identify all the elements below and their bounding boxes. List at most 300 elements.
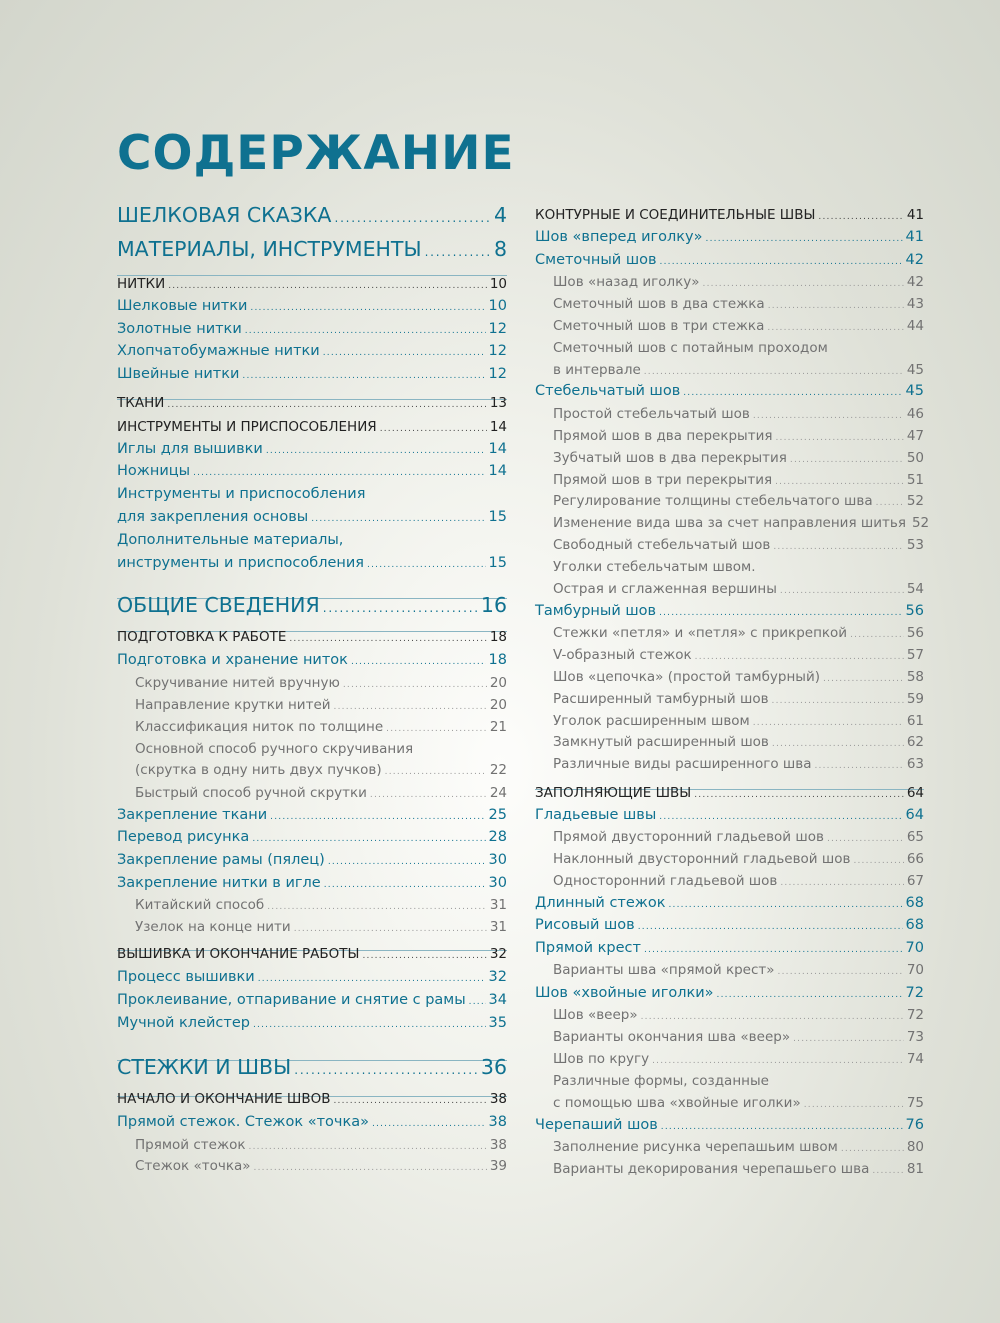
page-number: 39: [489, 1158, 507, 1174]
dot-leader: [652, 1056, 904, 1066]
toc-entry-title-line1[interactable]: Основной способ ручного скручивания: [135, 741, 414, 757]
toc-entry[interactable]: [117, 321, 507, 337]
toc-entry[interactable]: [535, 229, 924, 245]
dot-leader: [294, 1063, 478, 1077]
toc-entry[interactable]: [117, 203, 507, 227]
toc-entry-title: ШЕЛКОВАЯ СКАЗКА: [117, 203, 332, 227]
toc-entry[interactable]: [117, 237, 507, 261]
dot-leader: [638, 922, 903, 932]
page-number: 15: [488, 509, 507, 525]
toc-entry-title: Классификация ниток по толщине: [135, 719, 384, 735]
toc-entry[interactable]: [135, 919, 507, 935]
dot-leader: [324, 880, 486, 890]
dot-leader: [793, 1034, 904, 1044]
page-number: 73: [906, 1029, 924, 1045]
dot-leader: [253, 1020, 486, 1030]
dot-leader: [717, 990, 903, 1000]
toc-entry-title: Длинный стежок: [535, 895, 666, 911]
dot-leader: [328, 857, 486, 867]
dot-leader: [323, 348, 486, 358]
toc-entry-title: Хлопчатобумажные нитки: [117, 343, 320, 359]
toc-entry[interactable]: [553, 962, 924, 978]
dot-leader: [267, 902, 487, 912]
dot-leader: [343, 680, 487, 690]
page-number: 14: [488, 463, 507, 479]
dot-leader: [753, 718, 904, 728]
toc-entry[interactable]: [117, 593, 507, 617]
dot-leader: [876, 498, 904, 508]
toc-entry-title: Острая и сглаженная вершины: [553, 581, 777, 597]
dot-leader: [380, 424, 487, 434]
dot-leader: [780, 586, 904, 596]
dot-leader: [168, 281, 487, 291]
dot-leader: [753, 411, 904, 421]
page-number: 35: [488, 1015, 507, 1031]
toc-entry[interactable]: [553, 734, 924, 750]
toc-entry[interactable]: [117, 419, 507, 435]
toc-entry-title: ОБЩИЕ СВЕДЕНИЯ: [117, 593, 320, 617]
page-number: 36: [480, 1055, 507, 1079]
page-number: 54: [906, 581, 924, 597]
toc-entry[interactable]: [553, 647, 924, 663]
page-number: 18: [488, 652, 507, 668]
toc-entry[interactable]: [135, 1137, 507, 1153]
dot-leader: [385, 767, 487, 777]
toc-entry[interactable]: [117, 463, 507, 479]
page-number: 66: [906, 851, 924, 867]
toc-entry-title: Заполнение рисунка черепашьим швом: [553, 1139, 838, 1155]
toc-entry-title: Варианты декорирования черепашьего шва: [553, 1161, 870, 1177]
dot-leader: [334, 211, 491, 225]
toc-entry[interactable]: [117, 395, 507, 411]
page-number: 16: [480, 593, 507, 617]
page-number: 68: [905, 917, 924, 933]
page-number: 14: [489, 419, 507, 435]
page-number: 51: [906, 472, 924, 488]
page-number: 20: [489, 675, 507, 691]
toc-entry[interactable]: [553, 1095, 924, 1111]
dot-leader: [644, 367, 904, 377]
toc-entry[interactable]: [553, 274, 924, 290]
dot-leader: [772, 739, 904, 749]
page-number: 59: [906, 691, 924, 707]
toc-entry-title: Варианты окончания шва «веер»: [553, 1029, 791, 1045]
page-number: 56: [905, 603, 924, 619]
page-number: 31: [489, 919, 507, 935]
toc-entry-title: Перевод рисунка: [117, 829, 250, 845]
dot-leader: [683, 388, 902, 398]
page-number: 25: [488, 807, 507, 823]
dot-leader: [641, 1012, 904, 1022]
toc-entry[interactable]: [117, 366, 507, 382]
dot-leader: [644, 945, 903, 955]
toc-entry-title: Шов «вперед иголку»: [535, 229, 703, 245]
toc-entry-title: Варианты шва «прямой крест»: [553, 962, 775, 978]
page-number: 65: [906, 829, 924, 845]
toc-entry[interactable]: [117, 298, 507, 314]
toc-entry-title: Изменение вида шва за счет направления шитья: [553, 515, 906, 531]
toc-entry-title: Золотные нитки: [117, 321, 242, 337]
toc-entry[interactable]: [553, 669, 924, 685]
toc-entry-title: Быстрый способ ручной скрутки: [135, 785, 367, 801]
toc-entry-title: Шов «веер»: [553, 1007, 638, 1023]
toc-entry[interactable]: [535, 940, 924, 956]
toc-entry-title-line1[interactable]: Инструменты и приспособления: [117, 486, 366, 502]
toc-entry-title: МАТЕРИАЛЫ, ИНСТРУМЕНТЫ: [117, 237, 422, 261]
toc-entry-title: НИТКИ: [117, 276, 166, 292]
page-number: 13: [489, 395, 507, 411]
toc-entry-title: Зубчатый шов в два перекрытия: [553, 450, 787, 466]
page-number: 62: [906, 734, 924, 750]
page-number: 44: [906, 318, 924, 334]
toc-entry-title: Закрепление рамы (пялец): [117, 852, 325, 868]
toc-entry[interactable]: [553, 756, 924, 772]
page-number: 41: [905, 229, 924, 245]
page-number: 34: [488, 992, 507, 1008]
toc-entry-title-line1[interactable]: Различные формы, созданные: [553, 1073, 769, 1089]
page-number: 14: [488, 441, 507, 457]
toc-entry-title: СТЕЖКИ И ШВЫ: [117, 1055, 292, 1079]
toc-entry[interactable]: [117, 1015, 507, 1031]
toc-entry-title: Прямой стежок: [135, 1137, 246, 1153]
toc-entry[interactable]: [117, 875, 507, 891]
dot-leader: [872, 1166, 903, 1176]
toc-entry-title-line1[interactable]: Уголки стебельчатым швом.: [553, 559, 756, 575]
toc-entry-title: ИНСТРУМЕНТЫ И ПРИСПОСОБЛЕНИЯ: [117, 419, 377, 435]
toc-entry-title: Уголок расширенным швом: [553, 713, 750, 729]
toc-entry-title: ТКАНИ: [117, 395, 165, 411]
toc-entry-title: Закрепление нитки в игле: [117, 875, 321, 891]
toc-entry[interactable]: [535, 985, 924, 1001]
toc-entry[interactable]: [117, 807, 507, 823]
toc-entry[interactable]: [535, 785, 924, 801]
page-number: 38: [489, 1091, 507, 1107]
toc-entry-title: Прямой стежок. Стежок «точка»: [117, 1114, 369, 1130]
dot-leader: [469, 997, 486, 1007]
toc-entry[interactable]: [553, 851, 924, 867]
dot-leader: [694, 790, 904, 800]
dot-leader: [660, 257, 903, 267]
toc-entry[interactable]: [135, 675, 507, 691]
toc-entry[interactable]: [553, 318, 924, 334]
toc-entry[interactable]: [117, 509, 507, 525]
toc-entry-title: НАЧАЛО И ОКОНЧАНИЕ ШВОВ: [117, 1091, 331, 1107]
page-number: 15: [488, 555, 507, 571]
toc-entry[interactable]: [117, 969, 507, 985]
toc-entry-title: Шов «назад иголку»: [553, 274, 700, 290]
dot-leader: [294, 924, 487, 934]
dot-leader: [425, 245, 491, 259]
dot-leader: [323, 601, 478, 615]
toc-entry[interactable]: [553, 1161, 924, 1177]
dot-leader: [362, 951, 486, 961]
page-number: 50: [906, 450, 924, 466]
toc-entry[interactable]: [135, 697, 507, 713]
dot-leader: [775, 433, 903, 443]
page-number: 38: [489, 1137, 507, 1153]
page-number: 32: [489, 946, 507, 962]
toc-entry-title: Стежок «точка»: [135, 1158, 251, 1174]
toc-entry-title: Шов «хвойные иголки»: [535, 985, 714, 1001]
page-number: 72: [906, 1007, 924, 1023]
page-number: 38: [488, 1114, 507, 1130]
toc-entry[interactable]: [553, 1007, 924, 1023]
toc-entry-title: Стежки «петля» и «петля» с прикрепкой: [553, 625, 848, 641]
toc-entry-title: V-образный стежок: [553, 647, 692, 663]
page-number: 80: [906, 1139, 924, 1155]
toc-entry-title: Проклеивание, отпаривание и снятие с рамы: [117, 992, 466, 1008]
toc-entry[interactable]: [117, 276, 507, 292]
toc-entry-title: Мучной клейстер: [117, 1015, 250, 1031]
page-number: 47: [906, 428, 924, 444]
toc-entry[interactable]: [117, 343, 507, 359]
toc-entry[interactable]: [553, 873, 924, 889]
toc-entry-title: ЗАПОЛНЯЮЩИЕ ШВЫ: [535, 785, 692, 801]
toc-entry-title: Шелковые нитки: [117, 298, 248, 314]
toc-entry-title: Узелок на конце нити: [135, 919, 291, 935]
page-number: 81: [906, 1161, 924, 1177]
toc-entry[interactable]: [553, 493, 924, 509]
toc-entry[interactable]: [135, 897, 507, 913]
dot-leader: [768, 301, 904, 311]
toc-entry[interactable]: [117, 629, 507, 645]
toc-entry-title: Рисовый шов: [535, 917, 635, 933]
dot-leader: [773, 542, 903, 552]
toc-entry-title: Замкнутый расширенный шов: [553, 734, 769, 750]
toc-entry[interactable]: [553, 625, 924, 641]
toc-entry[interactable]: [553, 515, 930, 531]
toc-entry[interactable]: [553, 472, 924, 488]
page-number: 21: [489, 719, 507, 735]
page-number: 31: [489, 897, 507, 913]
toc-entry[interactable]: [553, 450, 924, 466]
dot-leader: [193, 468, 485, 478]
page-number: 70: [905, 940, 924, 956]
dot-leader: [661, 1122, 903, 1132]
page-number: 20: [489, 697, 507, 713]
page-number: 75: [906, 1095, 924, 1111]
page-number: 52: [911, 515, 930, 531]
dot-leader: [775, 477, 904, 487]
page-number: 58: [906, 669, 924, 685]
toc-entry-title: Китайский способ: [135, 897, 265, 913]
toc-entry[interactable]: [117, 1114, 507, 1130]
toc-entry-title: Иглы для вышивки: [117, 441, 263, 457]
page-number: 63: [906, 756, 924, 772]
page-number: 12: [488, 321, 507, 337]
page-number: 30: [488, 852, 507, 868]
toc-entry-title: с помощью шва «хвойные иголки»: [553, 1095, 801, 1111]
dot-leader: [827, 834, 904, 844]
toc-entry-title: Скручивание нитей вручную: [135, 675, 340, 691]
toc-entry[interactable]: [135, 1158, 507, 1174]
toc-entry-title: Прямой двусторонний гладьевой шов: [553, 829, 824, 845]
dot-leader: [252, 834, 485, 844]
toc-entry-title: Подготовка и хранение ниток: [117, 652, 348, 668]
toc-entry[interactable]: [135, 762, 507, 778]
dot-leader: [311, 514, 485, 524]
dot-leader: [695, 652, 904, 662]
page-number: 45: [905, 383, 924, 399]
toc-entry[interactable]: [553, 537, 924, 553]
toc-entry[interactable]: [535, 252, 924, 268]
dot-leader: [367, 560, 486, 570]
dot-leader: [853, 856, 903, 866]
toc-entry-title: Расширенный тамбурный шов: [553, 691, 769, 707]
page-number: 4: [493, 203, 507, 227]
dot-leader: [258, 974, 486, 984]
toc-entry-title: (скрутка в одну нить двух пучков): [135, 762, 382, 778]
dot-leader: [249, 1142, 487, 1152]
toc-entry-title: Свободный стебельчатый шов: [553, 537, 771, 553]
toc-entry[interactable]: [553, 581, 924, 597]
toc-entry-title-line1[interactable]: Сметочный шов с потайным проходом: [553, 340, 828, 356]
toc-entry[interactable]: [553, 362, 924, 378]
toc-entry-title: Черепаший шов: [535, 1117, 658, 1133]
dot-leader: [250, 303, 485, 313]
page-number: 67: [906, 873, 924, 889]
toc-entry-title: ПОДГОТОВКА К РАБОТЕ: [117, 629, 287, 645]
page-number: 46: [906, 406, 924, 422]
page-number: 72: [905, 985, 924, 1001]
dot-leader: [778, 967, 904, 977]
toc-entry-title: Прямой шов в два перекрытия: [553, 428, 773, 444]
page-title: СОДЕРЖАНИЕ: [117, 126, 515, 181]
dot-leader: [333, 1096, 486, 1106]
toc-entry[interactable]: [135, 785, 507, 801]
page-number: 56: [906, 625, 924, 641]
toc-entry-title: для закрепления основы: [117, 509, 309, 525]
dot-leader: [659, 812, 902, 822]
toc-entry[interactable]: [117, 829, 507, 845]
page-number: 30: [488, 875, 507, 891]
toc-entry[interactable]: [117, 946, 507, 962]
toc-entry-title: Прямой крест: [535, 940, 641, 956]
dot-leader: [167, 400, 486, 410]
toc-entry-title: Тамбурный шов: [535, 603, 657, 619]
toc-entry[interactable]: [535, 895, 924, 911]
dot-leader: [386, 724, 487, 734]
dot-leader: [254, 1163, 487, 1173]
dot-leader: [270, 812, 485, 822]
toc-entry[interactable]: [535, 917, 924, 933]
toc-entry-title: инструменты и приспособления: [117, 555, 365, 571]
toc-entry-title: Шов «цепочка» (простой тамбурный): [553, 669, 821, 685]
dot-leader: [706, 234, 903, 244]
page-number: 10: [488, 298, 507, 314]
toc-entry-title: Сметочный шов в два стежка: [553, 296, 765, 312]
toc-entry[interactable]: [553, 428, 924, 444]
dot-leader: [850, 630, 904, 640]
page-number: 42: [906, 274, 924, 290]
page-number: 42: [905, 252, 924, 268]
page-number: 68: [905, 895, 924, 911]
toc-entry-title: Направление крутки нитей: [135, 697, 331, 713]
toc-entry-title: Наклонный двусторонний гладьевой шов: [553, 851, 851, 867]
toc-entry[interactable]: [117, 1055, 507, 1079]
toc-entry[interactable]: [553, 1029, 924, 1045]
page-number: 18: [489, 629, 507, 645]
dot-leader: [245, 326, 486, 336]
toc-entry[interactable]: [117, 992, 507, 1008]
dot-leader: [767, 323, 903, 333]
toc-entry[interactable]: [117, 1091, 507, 1107]
page-number: 64: [906, 785, 924, 801]
toc-entry[interactable]: [535, 207, 924, 223]
dot-leader: [790, 455, 904, 465]
toc-entry[interactable]: [117, 441, 507, 457]
dot-leader: [289, 634, 486, 644]
page-number: 8: [493, 237, 507, 261]
page-number: 24: [489, 785, 507, 801]
dot-leader: [772, 696, 904, 706]
page-number: 45: [906, 362, 924, 378]
page-number: 12: [488, 343, 507, 359]
toc-entry[interactable]: [553, 713, 924, 729]
toc-entry-title: Закрепление ткани: [117, 807, 268, 823]
toc-entry-title: Прямой шов в три перекрытия: [553, 472, 773, 488]
dot-leader: [823, 674, 904, 684]
dot-leader: [703, 279, 904, 289]
page-number: 12: [488, 366, 507, 382]
toc-entry[interactable]: [553, 1139, 924, 1155]
dot-leader: [814, 761, 903, 771]
dot-leader: [372, 1119, 486, 1129]
page-number: 52: [906, 493, 924, 509]
toc-entry[interactable]: [535, 603, 924, 619]
toc-entry-title: Регулирование толщины стебельчатого шва: [553, 493, 873, 509]
page-number: 53: [906, 537, 924, 553]
dot-leader: [818, 212, 903, 222]
page-number: 74: [906, 1051, 924, 1067]
toc-entry[interactable]: [553, 691, 924, 707]
toc-entry-title-line1[interactable]: Дополнительные материалы,: [117, 532, 344, 548]
page-number: 61: [906, 713, 924, 729]
page-number: 43: [906, 296, 924, 312]
toc-entry[interactable]: [117, 652, 507, 668]
toc-entry-title: Гладьевые швы: [535, 807, 657, 823]
toc-entry[interactable]: [535, 383, 924, 399]
toc-entry[interactable]: [135, 719, 507, 735]
toc-entry-title: Ножницы: [117, 463, 191, 479]
toc-entry[interactable]: [553, 406, 924, 422]
dot-leader: [841, 1144, 904, 1154]
toc-entry-title: КОНТУРНЫЕ И СОЕДИНИТЕЛЬНЫЕ ШВЫ: [535, 207, 816, 223]
dot-leader: [266, 446, 486, 456]
toc-entry[interactable]: [553, 1051, 924, 1067]
toc-entry-title: Сметочный шов: [535, 252, 657, 268]
dot-leader: [334, 702, 487, 712]
toc-entry-title: ВЫШИВКА И ОКОНЧАНИЕ РАБОТЫ: [117, 946, 360, 962]
toc-entry[interactable]: [535, 807, 924, 823]
page-number: 64: [905, 807, 924, 823]
toc-entry[interactable]: [117, 852, 507, 868]
toc-entry-title: Швейные нитки: [117, 366, 240, 382]
toc-entry-title: Сметочный шов в три стежка: [553, 318, 765, 334]
toc-entry[interactable]: [553, 829, 924, 845]
toc-entry-title: Шов по кругу: [553, 1051, 650, 1067]
toc-entry[interactable]: [553, 296, 924, 312]
dot-leader: [804, 1100, 904, 1110]
page-number: 57: [906, 647, 924, 663]
toc-entry[interactable]: [535, 1117, 924, 1133]
toc-entry[interactable]: [117, 555, 507, 571]
dot-leader: [669, 900, 903, 910]
page-number: 76: [905, 1117, 924, 1133]
page-number: 41: [906, 207, 924, 223]
page-number: 22: [489, 762, 507, 778]
dot-leader: [659, 608, 902, 618]
